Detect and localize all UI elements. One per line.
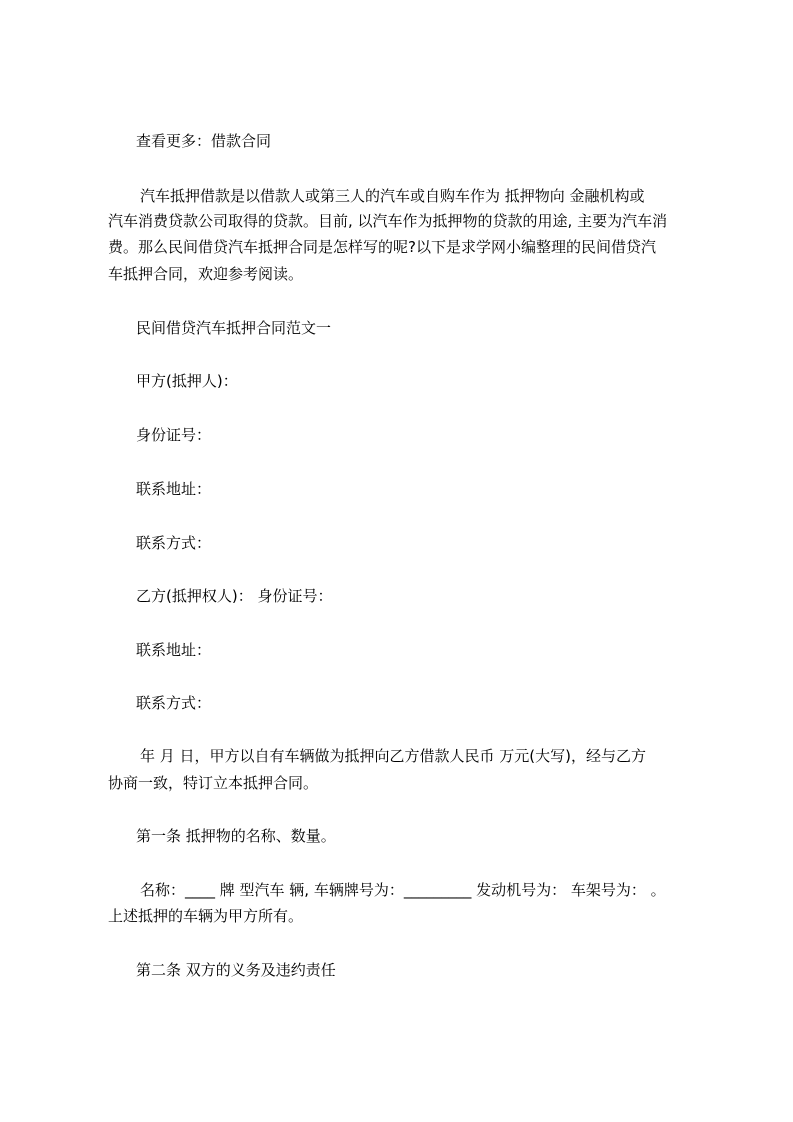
intro-line-4: 车抵押合同，欢迎参考阅读。 [108,265,304,283]
preamble-line-1: 年 月 日，甲方以自有车辆做为抵押向乙方借款人民币 万元(大写)，经与乙方 [140,747,647,765]
party-a-contact: 联系方式： [136,534,212,552]
intro-line-3: 费。那么民间借贷汽车抵押合同是怎样写的呢?以下是求学网小编整理的民间借贷汽 [108,238,656,256]
party-b-address: 联系地址： [136,641,212,659]
see-more-link[interactable]: 查看更多：借款合同 [136,132,272,150]
party-b-label: 乙方(抵押权人)： 身份证号： [136,587,333,605]
party-a-label: 甲方(抵押人)： [136,372,238,390]
preamble-line-2: 协商一致，特订立本抵押合同。 [108,774,319,792]
party-a-address: 联系地址： [136,480,212,498]
article-1-line-2: 上述抵押的车辆为甲方所有。 [108,907,304,925]
article-1-line-1: 名称：____ 牌 型汽车 辆, 车辆牌号为：_________ 发动机号为： 车架号为： 。 [140,881,666,899]
intro-line-1: 汽车抵押借款是以借款人或第三人的汽车或自购车作为 抵押物向 金融机构或 [140,187,645,205]
article-2-title: 第二条 双方的义务及违约责任 [136,961,336,979]
sample-title: 民间借贷汽车抵押合同范文一 [136,319,332,337]
party-b-contact: 联系方式： [136,694,212,712]
party-a-id: 身份证号： [136,426,212,444]
article-1-title: 第一条 抵押物的名称、数量。 [136,827,336,845]
intro-line-2: 汽车消费贷款公司取得的贷款。目前, 以汽车作为抵押物的贷款的用途, 主要为汽车消 [108,212,668,230]
